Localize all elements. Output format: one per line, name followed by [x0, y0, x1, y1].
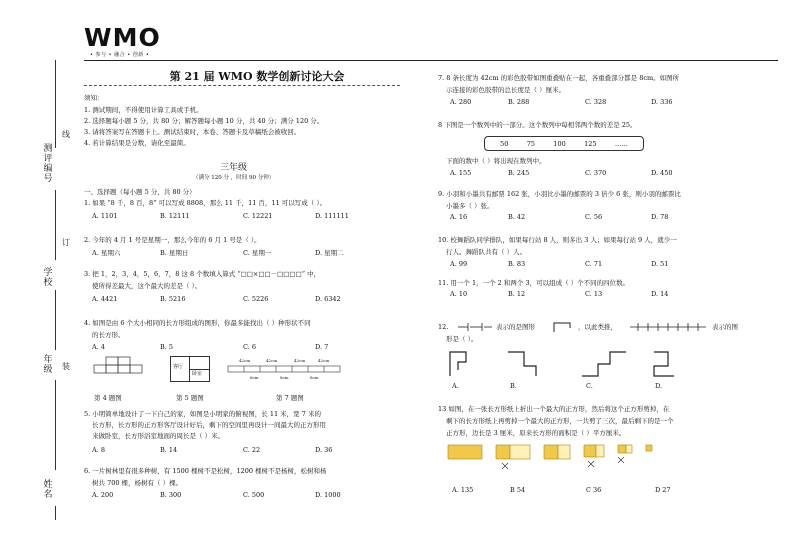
q5-option-d: D. 36	[315, 446, 333, 454]
q3-stem-cont: 使所得差最大，这个最大的差是（ ）。	[92, 282, 202, 290]
label-grade: 年级	[43, 355, 53, 375]
q7-option-c: C. 328	[585, 98, 607, 106]
q1-stem: 1. 如果 “8 千，8 百，8” 可以写成 8808，那么 11 千，11 百，11 可以写成（ ）。	[84, 199, 327, 207]
q12-option-d: D.	[655, 382, 663, 390]
q5-stem: 5. 小明简单地设计了一下自己的家，如图是小明家的俯视图，长 11 米，宽 7 米的	[84, 410, 321, 418]
notice-item: 4. 若计算结果是分数，请化至最简。	[84, 139, 190, 147]
grade-heading: 三年级	[220, 163, 248, 173]
q7-option-b: B. 288	[508, 98, 530, 106]
q7-gap-label: 8cm	[250, 375, 259, 380]
q5-option-a: A. 8	[92, 446, 105, 454]
q6-option-c: C. 500	[243, 491, 265, 499]
q6-option-d: D. 1000	[315, 491, 341, 499]
q8-option-d: D. 450	[651, 169, 673, 177]
title-divider	[84, 85, 400, 86]
seq-term: 125	[584, 139, 597, 148]
q8-stem: 8 下图是一个数列中的一部分。这个数列中每相邻两个数的差是 25。	[438, 121, 637, 129]
q7-gap-label: 8cm	[310, 375, 319, 380]
notice-heading: 须知：	[84, 94, 104, 102]
q12-option-b: B.	[510, 382, 517, 390]
q3-option-a: A. 4421	[92, 295, 118, 303]
q4-option-c: C. 6	[243, 343, 257, 351]
q10-stem-cont: 行人。舞蹈队共有（ ）人。	[446, 248, 527, 256]
q8-option-a: A. 155	[450, 169, 472, 177]
q2-option-d: D. 星期二	[315, 249, 344, 257]
q6-stem: 6. 一片树林里有很多种树，有 1500 棵树不是松树，1200 棵树不是杨树，松树和杨	[84, 467, 327, 475]
q10-stem: 10. 校舞蹈队同学排队，如果每行站 8 人，则多出 3 人；如果每行站 9 人，就少一	[438, 236, 677, 244]
q12-shape-icon	[552, 320, 574, 334]
q13-option-b: B 54	[510, 486, 526, 494]
q7-option-a: A. 280	[450, 98, 472, 106]
q6-stem-cont: 树共 700 棵，杨树有（ ）棵。	[92, 479, 183, 487]
notice-item: 3. 请将答案写在答题卡上。测试结束时，本卷、答题卡及草稿纸会被收回。	[84, 128, 301, 136]
q10-option-c: C. 71	[585, 260, 603, 268]
q10-option-a: A. 99	[450, 260, 468, 268]
q6-option-b: B. 300	[160, 491, 182, 499]
label-name: 姓名	[43, 480, 53, 500]
q2-option-b: B. 星期日	[160, 249, 189, 257]
q5-room-living: 客厅	[173, 364, 184, 370]
q7-dim-label: 42cm	[294, 358, 306, 363]
mark-pack: 装	[62, 362, 70, 371]
q12-arrow-code-icon	[456, 320, 494, 334]
binding-line	[55, 190, 56, 260]
q6-option-a: A. 200	[92, 491, 114, 499]
q2-stem: 2. 今年的 4 月 1 号是星期一，那么今年的 6 月 1 号是（ ）。	[84, 236, 261, 244]
page-title: 第 21 届 WMO 数学创新讨论大会	[169, 70, 345, 83]
q12-option-figures	[448, 348, 778, 380]
binding-line	[55, 290, 56, 350]
seq-term: 100	[553, 139, 566, 148]
q5-stem-cont: 来做卧室，长方形浴室地面的周长是（ ）米。	[92, 432, 225, 440]
mark-line: 线	[62, 130, 70, 139]
logo-slogan: • 参与 • 融合 • 创新 •	[90, 52, 150, 58]
q10-option-d: D. 51	[651, 260, 669, 268]
q13-fold-figure	[446, 443, 746, 473]
q12-number: 12.	[438, 323, 449, 331]
q8-stem-cont: 下面的数中（ ）将出现在数列中。	[446, 157, 546, 165]
q11-option-b: B. 12	[508, 290, 526, 298]
mark-bind: 订	[62, 238, 70, 247]
q12-long-code-icon	[628, 320, 708, 334]
q13-stem-cont: 剩下的长方形纸上再剪掉一个最大的正方形，一共剪了三次，最后剩下的是一个	[446, 417, 674, 425]
exam-meta: （满分 120 分 ，时间 90 分钟）	[193, 175, 275, 181]
q7-option-d: D. 336	[651, 98, 673, 106]
q5-figure	[170, 356, 210, 382]
notice-item: 2. 选择题每小题 5 分，共 80 分；解答题每小题 10 分，共 40 分；满分 120 分。	[84, 117, 324, 125]
seq-ellipsis: ……	[614, 139, 628, 148]
q7-dim-label: 42cm	[239, 358, 251, 363]
q3-option-d: D. 6342	[315, 295, 341, 303]
q7-stem-cont: 示连接的彩色胶带的总长度是（ ）厘米。	[446, 86, 566, 94]
q4-stem: 4. 如图是由 6 个大小相同的长方形组成的图形，你最多能找出（ ）种形状不同	[84, 319, 311, 327]
q12-stem-cont: 形是（ ）。	[446, 335, 478, 343]
section-heading: 一、选择题（每小题 5 分，共 80 分）	[84, 188, 196, 196]
q12-text-shape: 表示的图	[712, 323, 738, 331]
q2-option-a: A. 星期六	[92, 249, 121, 257]
q5-stem-cont: 长方形，长方形的正方形客厅设计好后，剩下的空间里再设计一间最大的正方形用	[92, 421, 326, 429]
q1-option-b: B. 12111	[160, 212, 190, 220]
q3-option-c: C. 5226	[243, 295, 269, 303]
q13-option-d: D 27	[655, 486, 671, 494]
q9-stem: 9. 小羽和小墨共有邮票 162 张，小羽比小墨的邮票的 3 倍少 6 张，则小羽的邮票比	[438, 190, 681, 198]
q11-stem: 11. 用一个 1，一个 2 和两个 3，可以组成（ ）个不同的四位数。	[438, 279, 630, 287]
binding-line	[55, 380, 56, 470]
q13-stem: 13 如图，在一张长方形纸上折出一个最大的正方形，然后将这个正方形剪掉，在	[438, 405, 670, 413]
label-school: 学校	[43, 268, 53, 288]
q12-option-a: A.	[452, 382, 459, 390]
q11-option-d: D. 14	[651, 290, 669, 298]
q12-text-represent: 表示的是图形	[496, 323, 535, 331]
q13-option-a: A. 135	[452, 486, 474, 494]
q7-figure-caption: 第 7 题图	[276, 394, 304, 402]
q9-option-a: A. 16	[450, 213, 468, 221]
q9-option-c: C. 56	[585, 213, 603, 221]
q7-dim-label: 42cm	[266, 358, 278, 363]
q4-option-d: D. 7	[315, 343, 329, 351]
seq-term: 50	[500, 139, 509, 148]
q7-stem: 7. 8 条长度为 42cm 的彩色胶带如图重叠贴在一起，各重叠部分都是 8cm。如图所	[438, 74, 680, 82]
wmo-logo: WMO	[84, 23, 161, 52]
q8-option-b: B. 245	[508, 169, 530, 177]
q4-option-a: A. 4	[92, 343, 105, 351]
q3-option-b: B. 5216	[160, 295, 186, 303]
q1-option-d: D. 111111	[315, 212, 349, 220]
q5-option-b: B. 14	[160, 446, 178, 454]
binding-strip	[14, 60, 70, 520]
binding-line	[55, 60, 56, 148]
q11-option-a: A. 10	[450, 290, 468, 298]
q9-option-d: D. 78	[651, 213, 669, 221]
q13-stem-cont: 正方形，边长是 3 厘米，原来长方形的面积是（ ）平方厘米。	[446, 429, 626, 437]
q8-option-c: C. 370	[585, 169, 607, 177]
q7-gap-label: 8cm	[280, 375, 289, 380]
q4-stem-cont: 的长方形。	[92, 331, 125, 339]
notice-item: 1. 测试期间，不得使用计算工具或手机。	[84, 106, 203, 114]
q8-sequence-box	[484, 136, 644, 151]
q11-option-c: C. 13	[585, 290, 603, 298]
q1-option-c: C. 12221	[243, 212, 273, 220]
q12-text-analogy: ，以此类推，	[578, 323, 617, 331]
label-exam-number: 测评编号	[43, 144, 53, 184]
q9-option-b: B. 42	[508, 213, 526, 221]
q5-room-bedroom: 卧室	[192, 371, 203, 377]
q4-figure	[94, 353, 144, 375]
q4-option-b: B. 5	[160, 343, 174, 351]
q13-option-c: C 36	[586, 486, 602, 494]
q5-option-c: C. 22	[243, 446, 261, 454]
q3-stem: 3. 把 1，2，3，4，5，6，7，8 这 8 个数填入算式 “□□×□□－□□□□” 中，	[84, 270, 321, 278]
header-rule	[84, 60, 778, 61]
q7-dim-label: 42cm	[318, 358, 330, 363]
q9-stem-cont: 小墨多（ ）张。	[446, 202, 494, 210]
seq-term: 75	[526, 139, 536, 148]
q4-figure-caption: 第 4 题图	[94, 394, 122, 402]
binding-line	[55, 506, 56, 520]
q2-option-c: C. 星期一	[243, 249, 272, 257]
q5-figure-caption: 第 5 题图	[176, 394, 204, 402]
q1-option-a: A. 1101	[92, 212, 118, 220]
q12-option-c: C.	[586, 382, 593, 390]
q10-option-b: B. 83	[508, 260, 526, 268]
